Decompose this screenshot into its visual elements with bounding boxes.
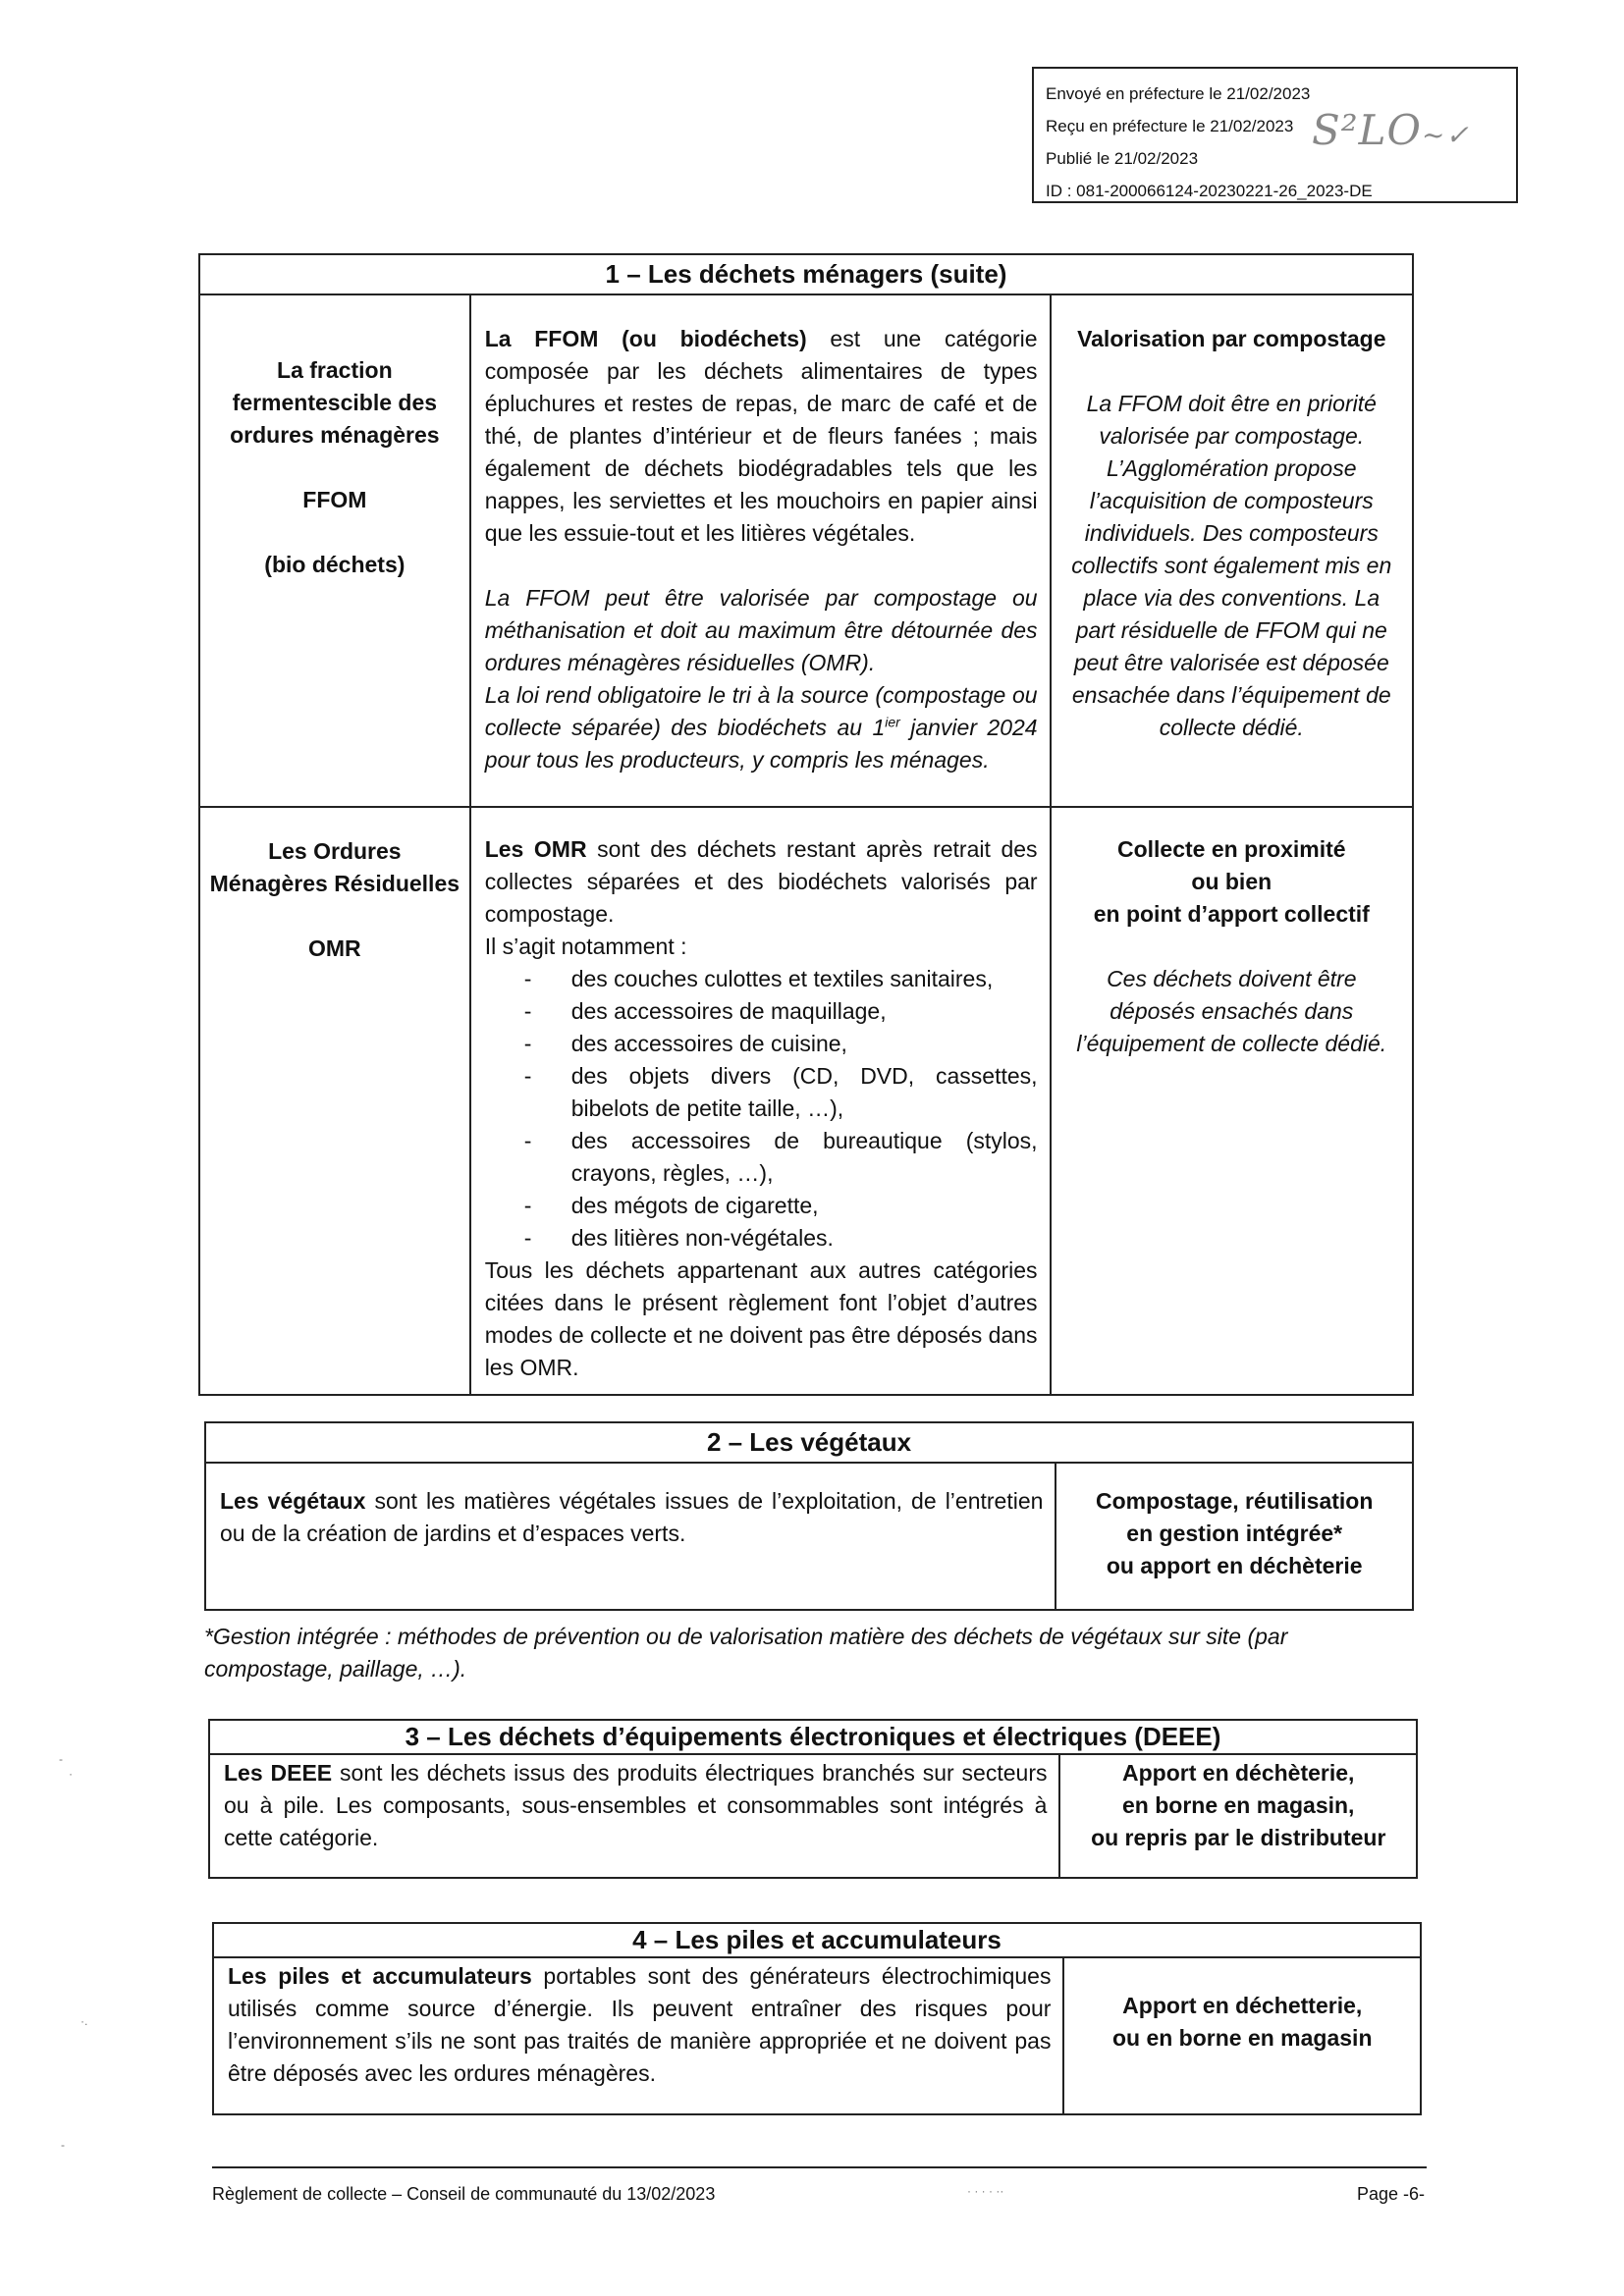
slo-handwritten-mark: S²LO~✓: [1312, 106, 1470, 154]
footer-document-title: Règlement de collecte – Conseil de communauté du 13/02/2023: [212, 2184, 716, 2204]
batteries-treatment-line-1: Apport en déchetterie,: [1122, 1993, 1363, 2018]
omr-category-cell: [199, 807, 470, 1395]
ffom-treatment-title: Valorisation par compostage: [1077, 326, 1386, 351]
omr-treatment-line-3: en point d’apport collectif: [1093, 901, 1370, 927]
omr-description-cell: [470, 807, 1051, 1395]
section-3-title: 3 – Les déchets d’équipements électroniques et électriques (DEEE): [209, 1720, 1417, 1754]
omr-category-name: Les Ordures Ménagères Résiduelles: [209, 838, 460, 896]
stamp-line-published: Publié le 21/02/2023: [1046, 149, 1199, 168]
green-waste-treatment-line-1: Compostage, réutilisation: [1095, 1488, 1374, 1514]
list-item: - des litières non-végétales.: [524, 1222, 1038, 1255]
batteries-treatment-line-2: ou en borne en magasin: [1111, 2025, 1373, 2051]
deee-description: Les DEEE sont les déchets issus des produits électriques branchés sur secteurs ou à pile. Les composants, sous-ensembles et consommables sont intégrés à cette catégorie.: [224, 1760, 1048, 1850]
table-row-deee: [209, 1754, 1417, 1878]
ffom-description-text: est une catégorie composée par les déchets alimentaires de types épluchures et restes de repas, de marc de café et de thé, de plantes d’intérieur et de fleurs fanées ; mais également de déchets biodégradables tels que les nappes, les serviettes et les mouchoirs en papier ainsi que les essuie-tout et les litières végétales.: [484, 326, 1038, 546]
green-waste-description-cell: [205, 1463, 1056, 1610]
section-1-title: 1 – Les déchets ménagers (suite): [199, 254, 1413, 294]
omr-category-abbr: OMR: [308, 935, 361, 961]
table-row-green-waste: [205, 1463, 1413, 1610]
table-row-batteries: [213, 1957, 1421, 2114]
scan-speck: · · · · ··: [967, 2184, 1004, 2198]
ffom-description-bold: La FFOM (ou biodéchets): [484, 326, 807, 351]
omr-treatment-line-2: ou bien: [1191, 869, 1272, 894]
deee-treatment-line-3: ou repris par le distributeur: [1091, 1825, 1386, 1850]
list-item: - des accessoires de bureautique (stylos, crayons, règles, …),: [524, 1125, 1038, 1190]
batteries-description: Les piles et accumulateurs portables sont des générateurs électrochimiques utilisés comme source d’énergie. Ils peuvent entraîner des risques pour l’environnement s’ils ne sont pas traités de manière appropriée et ne doivent pas être déposés avec les ordures ménagères.: [228, 1963, 1052, 2086]
list-item: - des objets divers (CD, DVD, cassettes, bibelots de petite taille, …),: [524, 1060, 1038, 1125]
page-number: Page -6-: [1357, 2184, 1426, 2204]
omr-treatment-text: Ces déchets doivent être déposés ensachés dans l’équipement de collecte dédié.: [1076, 966, 1387, 1056]
scan-speck: -: [59, 1752, 63, 1766]
deee-description-cell: [209, 1754, 1059, 1878]
table-row-ffom: [199, 294, 1413, 807]
ffom-description-cell: [470, 294, 1051, 807]
integrated-management-note: *Gestion intégrée : méthodes de prévention ou de valorisation matière des déchets de végétaux sur site (par compostage, paillage, …).: [204, 1624, 1288, 1682]
omr-description: [485, 833, 1038, 931]
green-waste-treatment-line-3: ou apport en déchèterie: [1106, 1553, 1363, 1578]
omr-description-bold: Les OMR: [484, 836, 587, 862]
table-row-omr: [199, 807, 1413, 1395]
list-item: - des accessoires de cuisine,: [524, 1028, 1038, 1060]
ffom-description: [485, 323, 1038, 550]
ffom-category-cell: [199, 294, 470, 807]
ffom-category-abbr: FFOM: [302, 487, 367, 512]
section-3-deee-table: [208, 1719, 1418, 1879]
list-item: - des accessoires de maquillage,: [524, 995, 1038, 1028]
section-4-title: 4 – Les piles et accumulateurs: [213, 1923, 1421, 1957]
ffom-treatment-text: La FFOM doit être en priorité valorisée par compostage. L’Agglomération propose l’acquisition de composteurs individuels. Des composteurs collectifs sont également mis en place via des conventions. La part résiduelle de FFOM qui ne peut être valorisée est déposée ensachée dans l’équipement de collecte dédié.: [1071, 391, 1392, 740]
ffom-treatment-cell: [1051, 294, 1413, 807]
omr-treatment-cell: [1051, 807, 1413, 1395]
scan-speck: ·: [69, 1767, 73, 1781]
omr-items-list: [485, 963, 1038, 1255]
batteries-description-cell: [213, 1957, 1063, 2114]
section-2-green-waste-table: [204, 1421, 1414, 1611]
deee-treatment-line-2: en borne en magasin,: [1122, 1792, 1355, 1818]
scan-speck: ·.: [81, 2014, 88, 2028]
list-item: - des couches culottes et textiles sanitaires,: [524, 963, 1038, 995]
scan-speck: -: [61, 2138, 65, 2152]
ffom-valorisation-note: La FFOM peut être valorisée par compostage ou méthanisation et doit au maximum être détournée des ordures ménagères résiduelles (OMR).: [484, 585, 1038, 675]
stamp-line-received: Reçu en préfecture le 21/02/2023: [1046, 117, 1294, 135]
deee-treatment-cell: [1059, 1754, 1417, 1878]
section-1-household-waste-table: [198, 253, 1414, 1396]
omr-description-outro: Tous les déchets appartenant aux autres catégories citées dans le présent règlement font l’objet d’autres modes de collecte et ne doivent pas être déposés dans les OMR.: [484, 1257, 1038, 1380]
list-item: - des mégots de cigarette,: [524, 1190, 1038, 1222]
omr-description-text: sont des déchets restant après retrait des collectes séparées et des biodéchets valorisés par compostage.: [484, 836, 1038, 927]
batteries-treatment-cell: [1063, 1957, 1421, 2114]
stamp-line-id: ID : 081-200066124-20230221-26_2023-DE: [1046, 182, 1373, 200]
green-waste-treatment-cell: [1056, 1463, 1413, 1610]
section-4-batteries-table: [212, 1922, 1422, 2115]
ffom-law-note: La loi rend obligatoire le tri à la source (compostage ou collecte séparée) des biodéchets au $1^{ier}$ janvier 2024 pour tous les producteurs, y compris les ménages.: [484, 682, 1038, 773]
omr-treatment-line-1: Collecte en proximité: [1116, 836, 1346, 862]
deee-treatment-line-1: Apport en déchèterie,: [1122, 1760, 1355, 1786]
section-2-title: 2 – Les végétaux: [205, 1422, 1413, 1463]
green-waste-treatment-line-2: en gestion intégrée*: [1126, 1521, 1343, 1546]
green-waste-description: Les végétaux sont les matières végétales issues de l’exploitation, de l’entretien ou de la création de jardins et d’espaces verts.: [220, 1488, 1044, 1546]
stamp-line-sent: Envoyé en préfecture le 21/02/2023: [1046, 84, 1311, 103]
ffom-category-name: La fraction fermentescible des ordures ménagères: [230, 357, 440, 448]
footer-divider: [212, 2166, 1427, 2168]
ffom-category-alt: (bio déchets): [264, 552, 406, 577]
omr-description-intro: Il s’agit notamment :: [484, 934, 687, 959]
